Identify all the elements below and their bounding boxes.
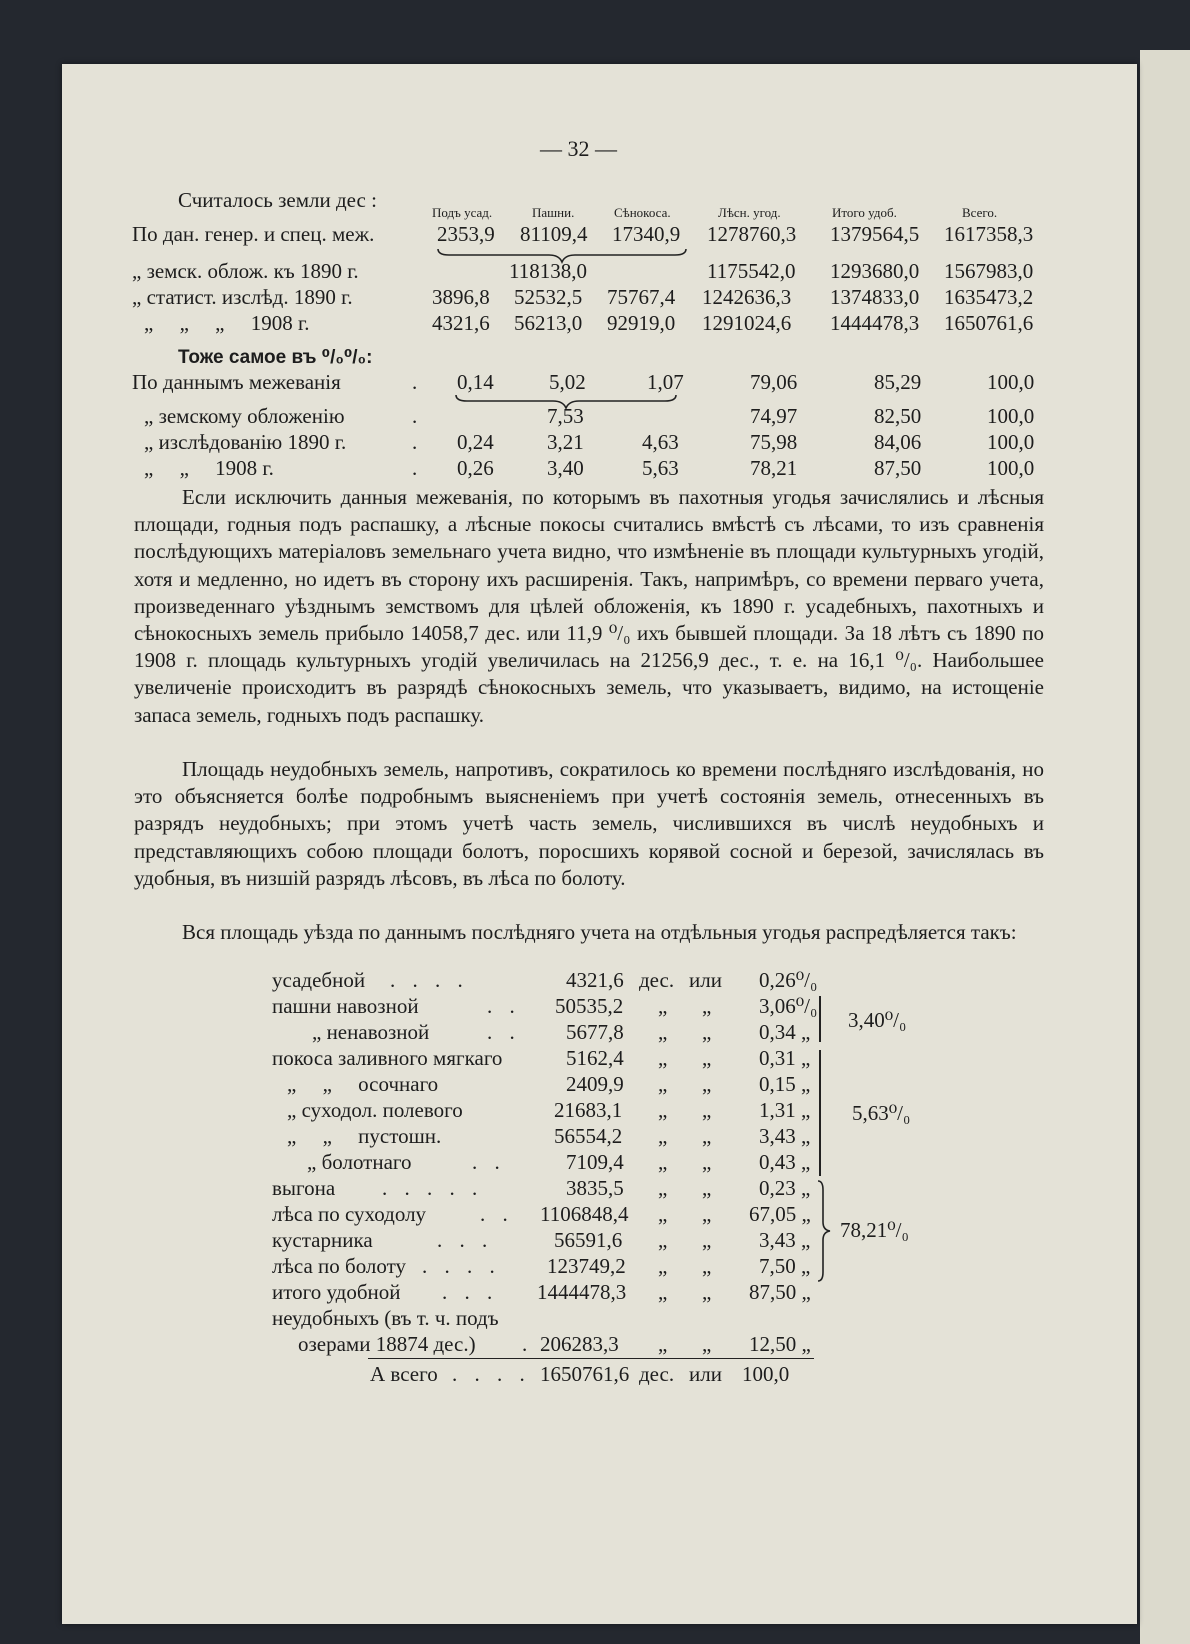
item-label: „ „ пустошн. (287, 1124, 442, 1148)
item-value: 7109,4 (566, 1150, 624, 1174)
group-percent: 3,40⁰/₀ (848, 1008, 907, 1032)
leader-dot: . (412, 370, 418, 394)
item-percent: 87,50 „ (749, 1280, 811, 1304)
table-cell: 1650761,6 (944, 311, 1034, 335)
table-cell: 1635473,2 (944, 285, 1034, 309)
table-cell: 100,0 (987, 456, 1035, 480)
table-cell: 2353,9 (437, 222, 495, 246)
item-label: „ ненавозной (312, 1020, 430, 1044)
leader-dots: . . . (437, 1228, 494, 1252)
leader-dots: . . . . (390, 968, 469, 992)
row-label: По даннымъ межеванія (132, 370, 341, 394)
item-label: неудобныхъ (въ т. ч. подъ (272, 1306, 499, 1330)
table-cell: 78,21 (750, 456, 798, 480)
table-cell: 82,50 (874, 404, 922, 428)
table-cell: 3,40 (547, 456, 584, 480)
leader-dots: . . (480, 1202, 514, 1226)
table-cell: 17340,9 (612, 222, 681, 246)
table-cell: 85,29 (874, 370, 922, 394)
table-cell: 81109,4 (520, 222, 588, 246)
item-or: „ (702, 1332, 712, 1356)
item-percent: 7,50 „ (759, 1254, 811, 1278)
adjacent-page-edge (1140, 50, 1190, 1644)
table-cell: 1374833,0 (830, 285, 920, 309)
col-header: Пашни. (532, 205, 575, 220)
item-value: 56554,2 (554, 1124, 623, 1148)
item-value: 5162,4 (566, 1046, 624, 1070)
table-cell: 100,0 (987, 404, 1035, 428)
row-label: „ статист. изслѣд. 1890 г. (132, 285, 353, 309)
table-cell: 3896,8 (432, 285, 490, 309)
item-percent: 0,43 „ (759, 1150, 811, 1174)
row-label: „ „ „ 1908 г. (144, 311, 310, 335)
table-cell: 75,98 (750, 430, 798, 454)
table-cell: 1567983,0 (944, 259, 1034, 283)
item-or: „ (702, 1124, 712, 1148)
table-cell: 75767,4 (607, 285, 676, 309)
body-paragraph: Если исключить данныя межеванія, по которымъ въ пахотныя угодья зачислялись и лѣсныя площади, годныя подъ распашку, а лѣсные покосы считались вмѣстѣ съ лѣсами, то изъ сравненія послѣдующихъ матеріаловъ земельнаго учета видно, что измѣненіе въ площади культурныхъ угодій, хотя и медленно, но идетъ въ сторону ихъ расширенія. Такъ, напримѣръ, со времени перваго учета, произведеннаго уѣзднымъ земствомъ для цѣлей обложенія, къ 1890 г. усадебныхъ, пахотныхъ и сѣнокосныхъ земель прибыло 14058,7 дес. или 11,9 ⁰/₀ ихъ бывшей площади. За 18 лѣтъ съ 1890 по 1908 г. площадь культурныхъ угодій увеличилась на 21256,9 дес., т. е. на 16,1 ⁰/₀. Наибольшее увеличеніе происходитъ въ разрядѣ сѣнокосныхъ земель, что указываетъ, видимо, на истощеніе запаса земель, годныхъ подъ распашку. (134, 485, 1044, 727)
table-cell: 84,06 (874, 430, 922, 454)
percent-heading: Тоже самое въ ⁰/₀⁰/₀: (178, 347, 373, 368)
leader-dots: . . . . (452, 1362, 531, 1386)
table-cell: 1242636,3 (702, 285, 792, 309)
leader-dot: . (412, 404, 418, 428)
item-unit: „ (658, 994, 668, 1018)
item-or: „ (702, 1072, 712, 1096)
item-label: пашни навозной (272, 994, 419, 1018)
item-unit: дес. (639, 968, 675, 992)
table-cell: 3,21 (547, 430, 584, 454)
table-cell: 52532,5 (514, 285, 583, 309)
item-unit: „ (658, 1228, 668, 1252)
leader-dot: . (412, 430, 418, 454)
leader-dot: . (412, 456, 418, 480)
group-percent: 5,63⁰/₀ (852, 1101, 911, 1125)
item-label: лѣса по суходолу (272, 1202, 427, 1226)
group-bracket (819, 996, 821, 1042)
table-cell: 87,50 (874, 456, 922, 480)
col-header: Лѣсн. угод. (718, 205, 781, 220)
item-value: 2409,9 (566, 1072, 624, 1096)
table-cell: 92919,0 (607, 311, 676, 335)
table-cell: 1175542,0 (707, 259, 796, 283)
item-label: „ „ осочнаго (287, 1072, 439, 1096)
item-unit: „ (658, 1124, 668, 1148)
item-value: 1444478,3 (537, 1280, 627, 1304)
item-label: итого удобной (272, 1280, 401, 1304)
leader-dots: . . (472, 1150, 506, 1174)
table-cell: 1,07 (647, 370, 684, 394)
leader-dots: . . (487, 994, 521, 1018)
table-cell: 56213,0 (514, 311, 583, 335)
item-label: усадебной (272, 968, 366, 992)
table-cell: 1291024,6 (702, 311, 792, 335)
table-cell: 100,0 (987, 370, 1035, 394)
table-cell: 1617358,3 (944, 222, 1034, 246)
table-cell: 4,63 (642, 430, 679, 454)
item-label: „ болотнаго (307, 1150, 412, 1174)
item-or: „ (702, 1098, 712, 1122)
table-cell: 1293680,0 (830, 259, 920, 283)
table-cell: 79,06 (750, 370, 798, 394)
table-cell: 74,97 (750, 404, 798, 428)
item-label: выгона (272, 1176, 336, 1200)
item-label: „ суходол. полевого (287, 1098, 463, 1122)
item-or: „ (702, 1228, 712, 1252)
group-percent: 78,21⁰/₀ (840, 1218, 909, 1242)
item-value: 1106848,4 (540, 1202, 629, 1226)
item-percent: 0,26⁰/₀ (759, 968, 818, 992)
item-unit: „ (658, 1176, 668, 1200)
item-or: „ (702, 1254, 712, 1278)
total-value: 1650761,6 (540, 1362, 630, 1386)
table-cell: 7,53 (547, 404, 584, 428)
total-percent: 100,0 (742, 1362, 790, 1386)
group-bracket (819, 1050, 821, 1176)
item-or: „ (702, 1202, 712, 1226)
item-percent: 3,43 „ (759, 1228, 811, 1252)
item-value: 21683,1 (554, 1098, 623, 1122)
row-label: „ земск. облож. къ 1890 г. (132, 259, 359, 283)
col-header: Сѣнокоса. (614, 205, 671, 220)
item-percent: 3,43 „ (759, 1124, 811, 1148)
item-or: „ (702, 1020, 712, 1044)
item-value: 123749,2 (547, 1254, 626, 1278)
item-value: 3835,5 (566, 1176, 624, 1200)
item-unit: „ (658, 1254, 668, 1278)
table-cell: 1444478,3 (830, 311, 920, 335)
leader-dots: . . . (442, 1280, 499, 1304)
item-unit: „ (658, 1202, 668, 1226)
item-percent: 0,15 „ (759, 1072, 811, 1096)
leader-dots: . . (487, 1020, 521, 1044)
item-or: или (689, 968, 722, 992)
row-label: „ земскому обложенію (144, 404, 345, 428)
total-rule (368, 1358, 814, 1359)
body-paragraph: Вся площадь уѣзда по даннымъ послѣдняго учета на отдѣльныя угодья распредѣляется такъ: (182, 920, 1017, 944)
item-unit: „ (658, 1332, 668, 1356)
col-header: Подъ усад. (432, 205, 493, 220)
item-value: 5677,8 (566, 1020, 624, 1044)
item-percent: 1,31 „ (759, 1098, 811, 1122)
leader-dots: . . . . . (382, 1176, 484, 1200)
item-percent: 67,05 „ (749, 1202, 811, 1226)
item-unit: „ (658, 1280, 668, 1304)
item-label: покоса заливного мягкаго (272, 1046, 503, 1070)
item-unit: „ (658, 1150, 668, 1174)
col-header: Итого удоб. (832, 205, 897, 220)
item-label: кустарника (272, 1228, 373, 1252)
item-unit: „ (658, 1072, 668, 1096)
table-cell: 1278760,3 (707, 222, 797, 246)
table-cell: 0,26 (457, 456, 494, 480)
item-or: „ (702, 1176, 712, 1200)
item-percent: 3,06⁰/₀ (759, 994, 818, 1018)
item-value: 4321,6 (566, 968, 624, 992)
table-cell: 1379564,5 (830, 222, 920, 246)
item-value: 50535,2 (555, 994, 624, 1018)
document-page (62, 64, 1137, 1624)
item-value: 56591,6 (554, 1228, 623, 1252)
item-or: „ (702, 994, 712, 1018)
table-cell: 100,0 (987, 430, 1035, 454)
table-intro: Считалось земли дес : (178, 188, 377, 212)
table-cell: 0,14 (457, 370, 494, 394)
item-or: „ (702, 1150, 712, 1174)
item-or: „ (702, 1046, 712, 1070)
total-label: А всего (370, 1362, 438, 1386)
total-or: или (689, 1362, 722, 1386)
table-cell: 5,63 (642, 456, 679, 480)
table-cell: 5,02 (549, 370, 586, 394)
table-cell: 4321,6 (432, 311, 490, 335)
item-or: „ (702, 1280, 712, 1304)
item-percent: 0,34 „ (759, 1020, 811, 1044)
item-percent: 0,23 „ (759, 1176, 811, 1200)
item-label: озерами 18874 дес.) (298, 1332, 476, 1356)
item-unit: „ (658, 1046, 668, 1070)
table-cell: 118138,0 (509, 259, 587, 283)
item-percent: 12,50 „ (749, 1332, 811, 1356)
page-number: — 32 — (540, 136, 617, 161)
body-paragraph: Площадь неудобныхъ земель, напротивъ, сократилось ко времени послѣдняго изслѣдованія, но это объясняется болѣе подробнымъ выясненіемъ при учетѣ состоянія земель, отнесенныхъ въ разрядъ неудобныхъ; при этомъ учетѣ часть земель, числившихся въ числѣ неудобныхъ и представляющихъ собою площади болотъ, поросшихъ корявой сосной и березой, зачислялась въ удобныя, въ низшій разрядъ лѣсовъ, въ лѣса по болоту. (134, 757, 1044, 890)
item-value: 206283,3 (540, 1332, 619, 1356)
row-label: „ „ 1908 г. (144, 456, 274, 480)
col-header: Всего. (962, 205, 998, 220)
row-label: „ изслѣдованію 1890 г. (144, 430, 347, 454)
total-unit: дес. (639, 1362, 675, 1386)
item-unit: „ (658, 1020, 668, 1044)
leader-dots: . (522, 1332, 528, 1356)
leader-dots: . . . . (422, 1254, 501, 1278)
table-cell: 0,24 (457, 430, 494, 454)
item-unit: „ (658, 1098, 668, 1122)
item-label: лѣса по болоту (272, 1254, 407, 1278)
group-brace (814, 1180, 836, 1282)
row-label: По дан. генер. и спец. меж. (132, 222, 375, 246)
item-percent: 0,31 „ (759, 1046, 811, 1070)
